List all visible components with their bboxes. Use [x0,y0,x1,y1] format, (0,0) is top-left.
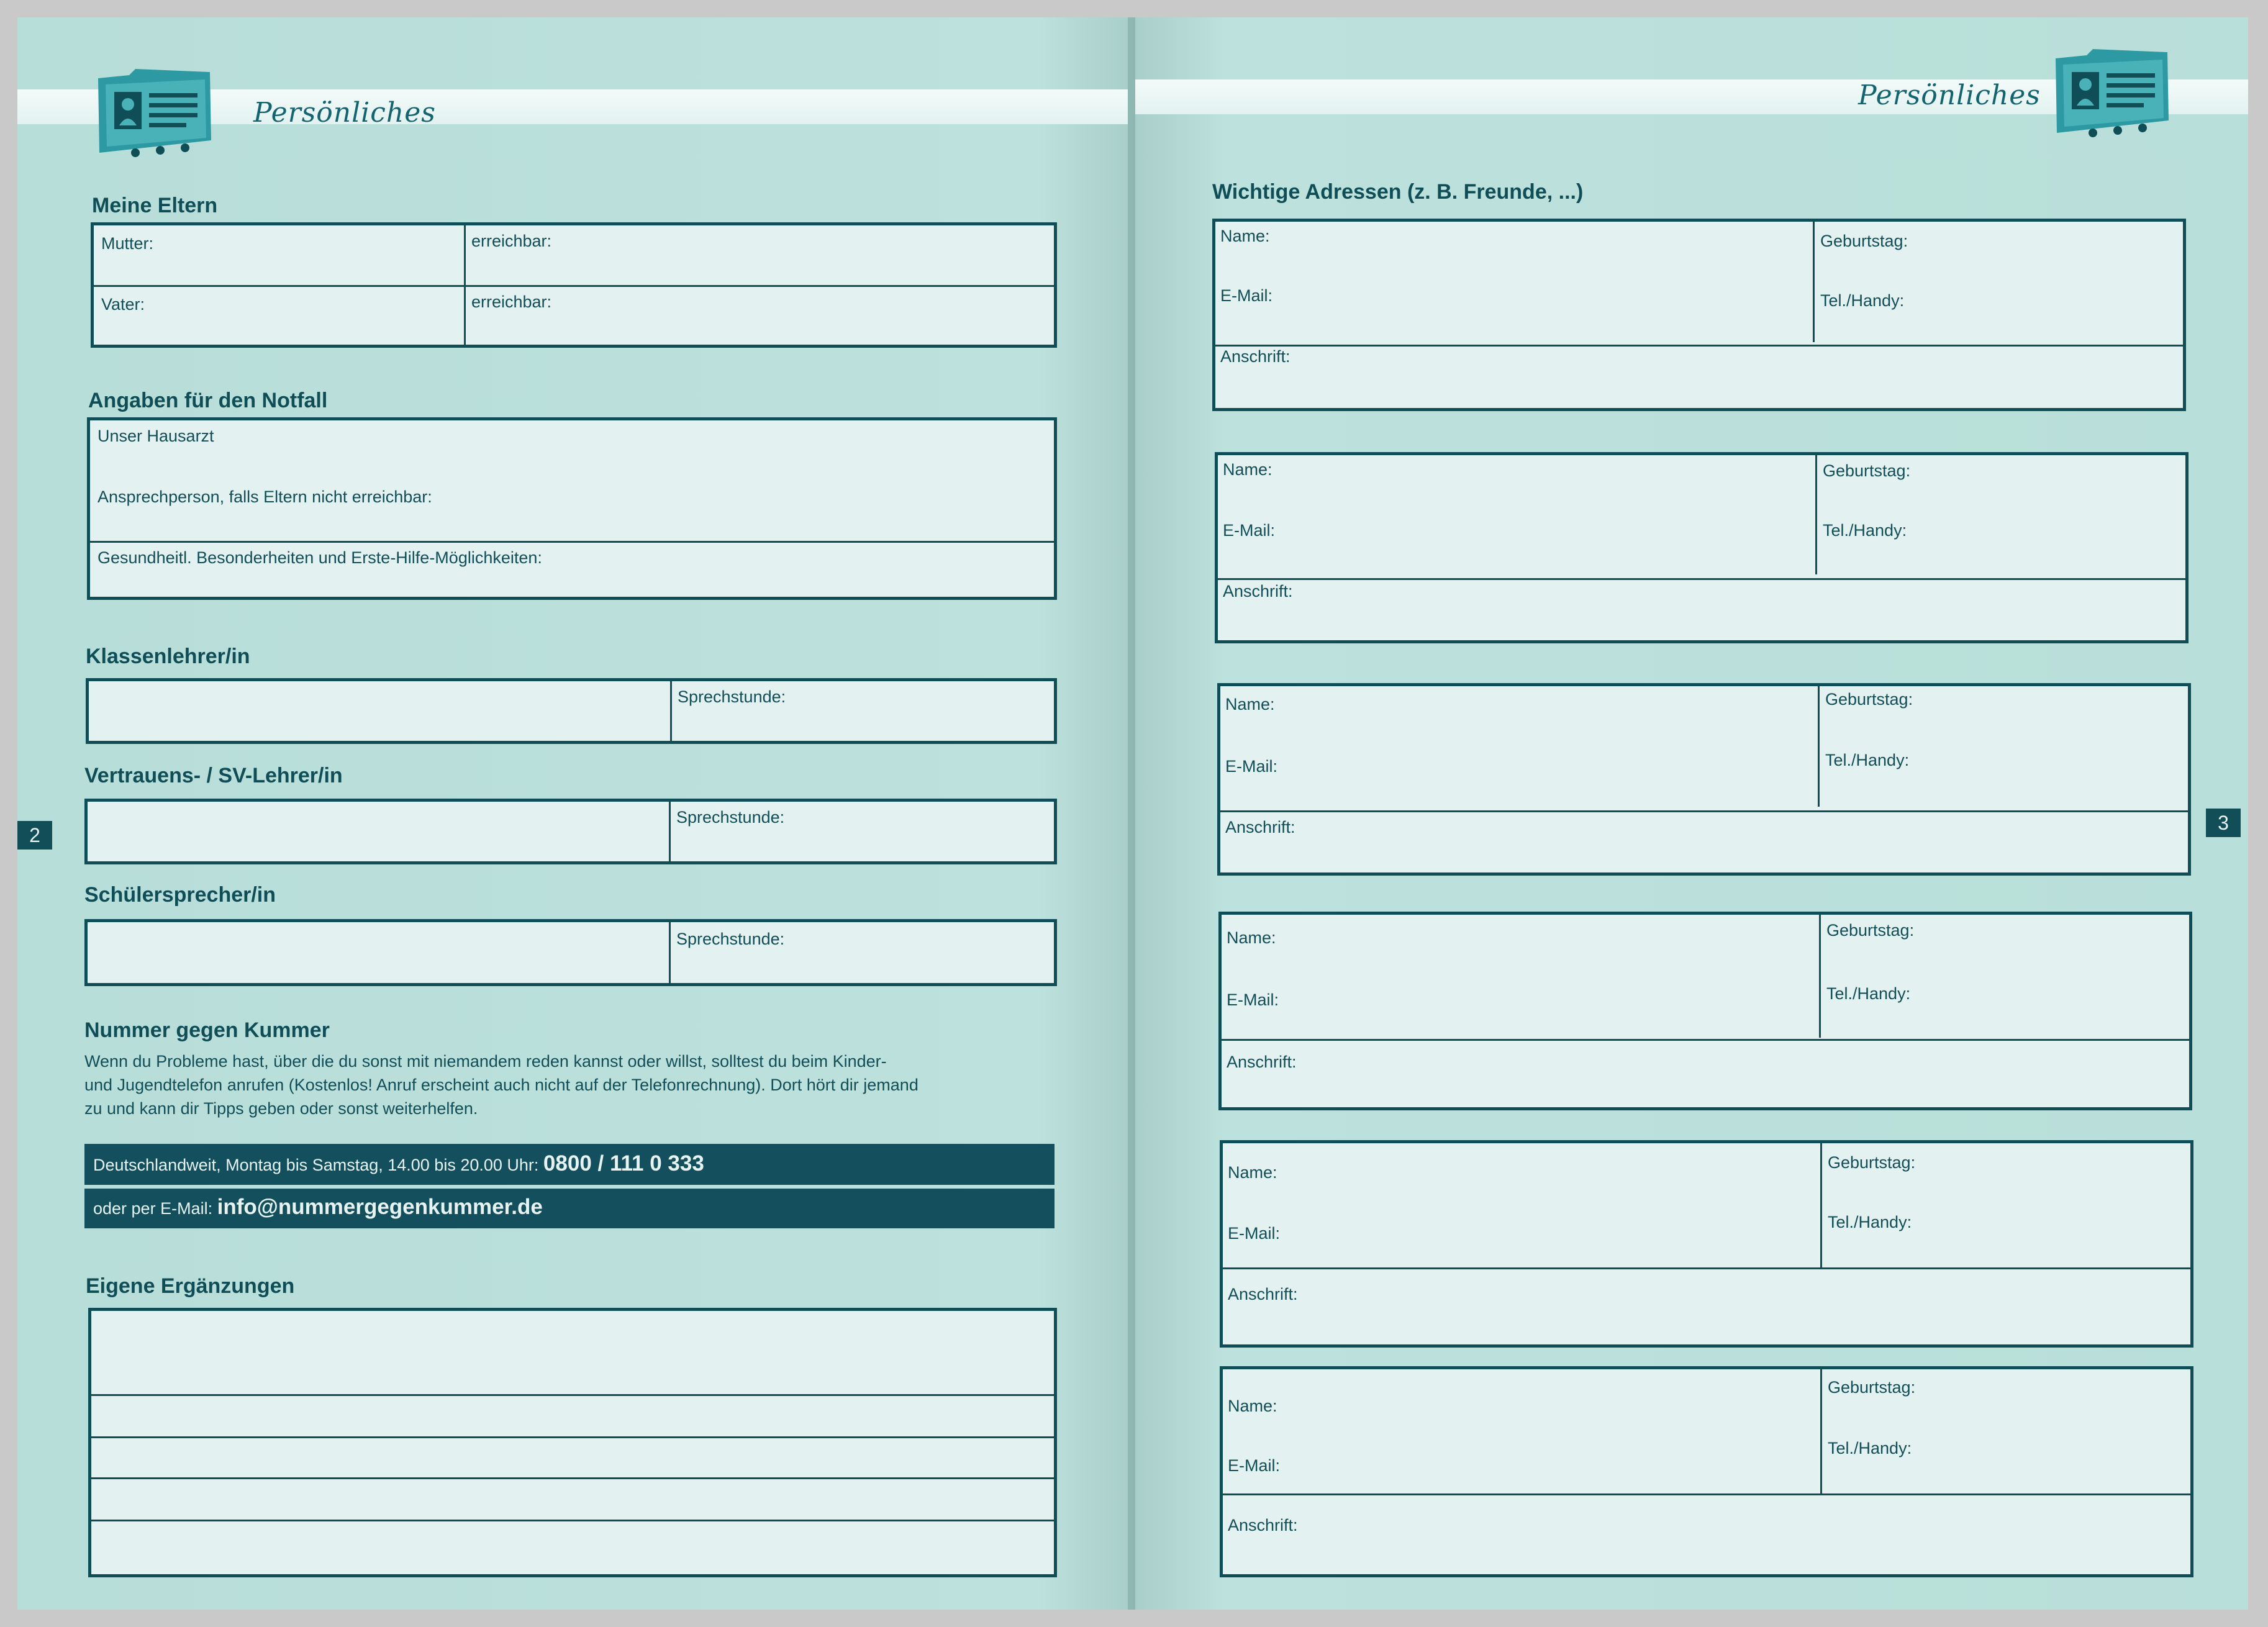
name-label: Name: [1228,1397,1277,1415]
notes-line [91,1520,1054,1521]
father-reachable-label: erreichbar: [471,292,552,311]
class-teacher-office-hours: Sprechstunde: [678,687,786,706]
email-label: E-Mail: [1228,1456,1281,1475]
helpline-text-line3: zu und kann dir Tipps geben oder sonst weiterhelfen. [84,1099,478,1118]
address-label: Anschrift: [1225,818,1295,836]
helpline-email: info@nummergegenkummer.de [217,1195,543,1219]
helpline-email-label: oder per E-Mail: [93,1199,213,1218]
address-label: Anschrift: [1228,1516,1298,1534]
address-label: Anschrift: [1228,1285,1298,1303]
helpline-phone-bar [84,1144,1055,1185]
phone-label: Tel./Handy: [1828,1213,1912,1231]
helpline-title: Nummer gegen Kummer [84,1018,330,1042]
parents-box [91,222,1057,348]
doctor-label: Unser Hausarzt [98,427,214,445]
email-label: E-Mail: [1223,521,1276,540]
trust-teacher-box [84,799,1057,864]
notes-line [91,1477,1054,1479]
address-card [1218,912,2192,1110]
helpline-text-line1: Wenn du Probleme hast, über die du sonst mit niemandem reden kannst oder willst, solltest du beim Kinder- [84,1052,887,1071]
email-label: E-Mail: [1220,286,1273,305]
emergency-title: Angaben für den Notfall [88,389,328,412]
page-header-title: Persönliches [1858,79,2041,111]
address-card [1217,683,2191,876]
notes-box [88,1308,1057,1577]
notes-line [91,1394,1054,1396]
email-label: E-Mail: [1227,990,1279,1009]
health-label: Gesundheitl. Besonderheiten und Erste-Hilfe-Möglichkeiten: [98,548,542,567]
parents-title: Meine Eltern [92,194,218,217]
page-right [1135,17,2248,1610]
address-label: Anschrift: [1223,582,1293,600]
trust-teacher-title: Vertrauens- / SV-Lehrer/in [84,764,343,787]
mother-label: Mutter: [101,234,154,253]
name-label: Name: [1225,695,1275,714]
birthday-label: Geburtstag: [1820,232,1908,250]
notes-title: Eigene Ergänzungen [86,1274,295,1298]
address-label: Anschrift: [1227,1053,1297,1071]
helpline-email-bar [84,1189,1055,1228]
helpline-phone: 0800 / 111 0 333 [543,1151,704,1176]
student-rep-title: Schülersprecher/in [84,883,276,907]
phone-label: Tel./Handy: [1828,1439,1912,1457]
birthday-label: Geburtstag: [1828,1378,1916,1397]
page-left [17,17,1128,1610]
mother-reachable-label: erreichbar: [471,232,552,250]
address-card [1220,1366,2193,1577]
notes-line [91,1436,1054,1438]
address-label: Anschrift: [1220,347,1290,366]
phone-label: Tel./Handy: [1826,984,1911,1003]
helpline-text-line2: und Jugendtelefon anrufen (Kostenlos! Anruf erscheint auch nicht auf der Telefonrechnung). Dort hört dir jemand [84,1076,919,1094]
birthday-label: Geburtstag: [1826,921,1915,940]
name-label: Name: [1220,227,1270,245]
booklet-spread [17,17,2248,1610]
email-label: E-Mail: [1225,757,1278,776]
folder-profile-icon [92,66,216,159]
student-rep-box [84,919,1057,986]
page-header-title: Persönliches [253,97,436,129]
birthday-label: Geburtstag: [1828,1153,1916,1172]
address-card [1212,219,2186,411]
phone-label: Tel./Handy: [1820,291,1905,310]
contact-label: Ansprechperson, falls Eltern nicht erreichbar: [98,487,432,506]
class-teacher-title: Klassenlehrer/in [86,645,250,668]
page-number-right: 3 [2206,809,2241,837]
name-label: Name: [1227,928,1276,947]
emergency-box [87,417,1057,600]
phone-label: Tel./Handy: [1823,521,1907,540]
folder-profile-icon [2049,46,2174,139]
helpline-hours: Deutschlandweit, Montag bis Samstag, 14.00 bis 20.00 Uhr: [93,1156,539,1174]
birthday-label: Geburtstag: [1823,461,1911,480]
birthday-label: Geburtstag: [1825,690,1913,709]
class-teacher-box [86,678,1057,744]
address-card [1215,452,2189,643]
page-number-left: 2 [17,821,52,850]
father-label: Vater: [101,295,145,314]
name-label: Name: [1223,460,1272,479]
addresses-title: Wichtige Adressen (z. B. Freunde, ...) [1212,180,1584,204]
address-card [1220,1140,2193,1348]
email-label: E-Mail: [1228,1224,1281,1243]
student-rep-office-hours: Sprechstunde: [676,930,785,948]
trust-teacher-office-hours: Sprechstunde: [676,808,785,827]
phone-label: Tel./Handy: [1825,751,1910,769]
booklet-gutter [1128,17,1135,1610]
name-label: Name: [1228,1163,1277,1182]
